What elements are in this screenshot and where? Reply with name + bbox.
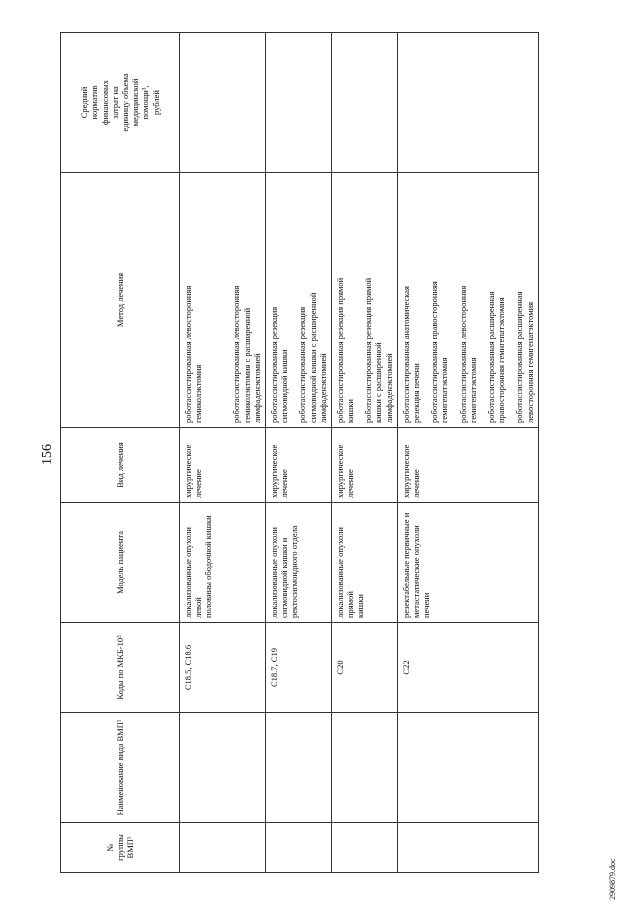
table-row: [180, 33, 266, 873]
header-patient-model: Модель пациента: [61, 503, 180, 623]
treatment-table: [60, 32, 539, 873]
vmp-name-cell: [331, 713, 397, 823]
header-treatment-type: Вид лечения: [61, 428, 180, 503]
treatment-type-cell: хирургическое лечение: [397, 428, 538, 503]
page-number: 156: [40, 444, 55, 465]
patient-model-cell: резектабельные первичные и метастатические опухоли печени: [397, 503, 538, 623]
patient-model-cell: локализованные опухоли прямой кишки: [331, 503, 397, 623]
header-method: Метод лечения: [61, 173, 180, 428]
header-row: [61, 33, 180, 873]
group-no-cell: [265, 823, 331, 873]
cost-cell: [397, 33, 538, 173]
patient-model-cell: локализованные опухоли левой половины ободочной кишки: [180, 503, 266, 623]
treatment-type-cell: хирургическое лечение: [265, 428, 331, 503]
header-cost: Средний норматив финансовых затрат на единицу объема медицинской помощи³, рублей: [61, 33, 180, 173]
table-row: [397, 33, 538, 873]
mkb-code-cell: C18.5, C18.6: [180, 623, 266, 713]
group-no-cell: [331, 823, 397, 873]
table-row: [265, 33, 331, 873]
patient-model-cell: локализованные опухоли сигмовидной кишки и ректосигмоидного отдела: [265, 503, 331, 623]
cost-cell: [180, 33, 266, 173]
mkb-code-cell: C22: [397, 623, 538, 713]
vmp-name-cell: [397, 713, 538, 823]
vmp-name-cell: [180, 713, 266, 823]
header-vmp-name: Наименование вида ВМП¹: [61, 713, 180, 823]
cost-cell: [331, 33, 397, 173]
method-cell: роботассистированная анатомическая резекция печени роботассистированная правосторонняя гемигепатэктомия роботассистированная левосторонняя гемигепатэктомия роботассистированная расширенная правосторонняя гемигепатэктомия роботассистированная расширенная левосторонняя гемигепатэктомия: [397, 173, 538, 428]
method-cell: роботассистированная резекция прямой кишки роботассистированная резекция прямой кишки с расширенной лимфаденэктомией: [331, 173, 397, 428]
file-name: 2909879.doc: [608, 858, 617, 900]
treatment-type-cell: хирургическое лечение: [331, 428, 397, 503]
header-group-no: № группы ВМП¹: [61, 823, 180, 873]
method-cell: роботассистированная левосторонняя гемиколэктомия роботассистированная левосторонняя гемиколэктомия с расширенной лимфаденэктомией: [180, 173, 266, 428]
mkb-code-cell: C18.7, C19: [265, 623, 331, 713]
vmp-name-cell: [265, 713, 331, 823]
header-mkb-codes: Коды по МКБ-10²: [61, 623, 180, 713]
table-row: [331, 33, 397, 873]
cost-cell: [265, 33, 331, 173]
method-cell: роботассистированная резекция сигмовидной кишки роботассистированная резекция сигмовидной кишки с расширенной лимфаденэктомией: [265, 173, 331, 428]
treatment-type-cell: хирургическое лечение: [180, 428, 266, 503]
mkb-code-cell: C20: [331, 623, 397, 713]
group-no-cell: [180, 823, 266, 873]
group-no-cell: [397, 823, 538, 873]
